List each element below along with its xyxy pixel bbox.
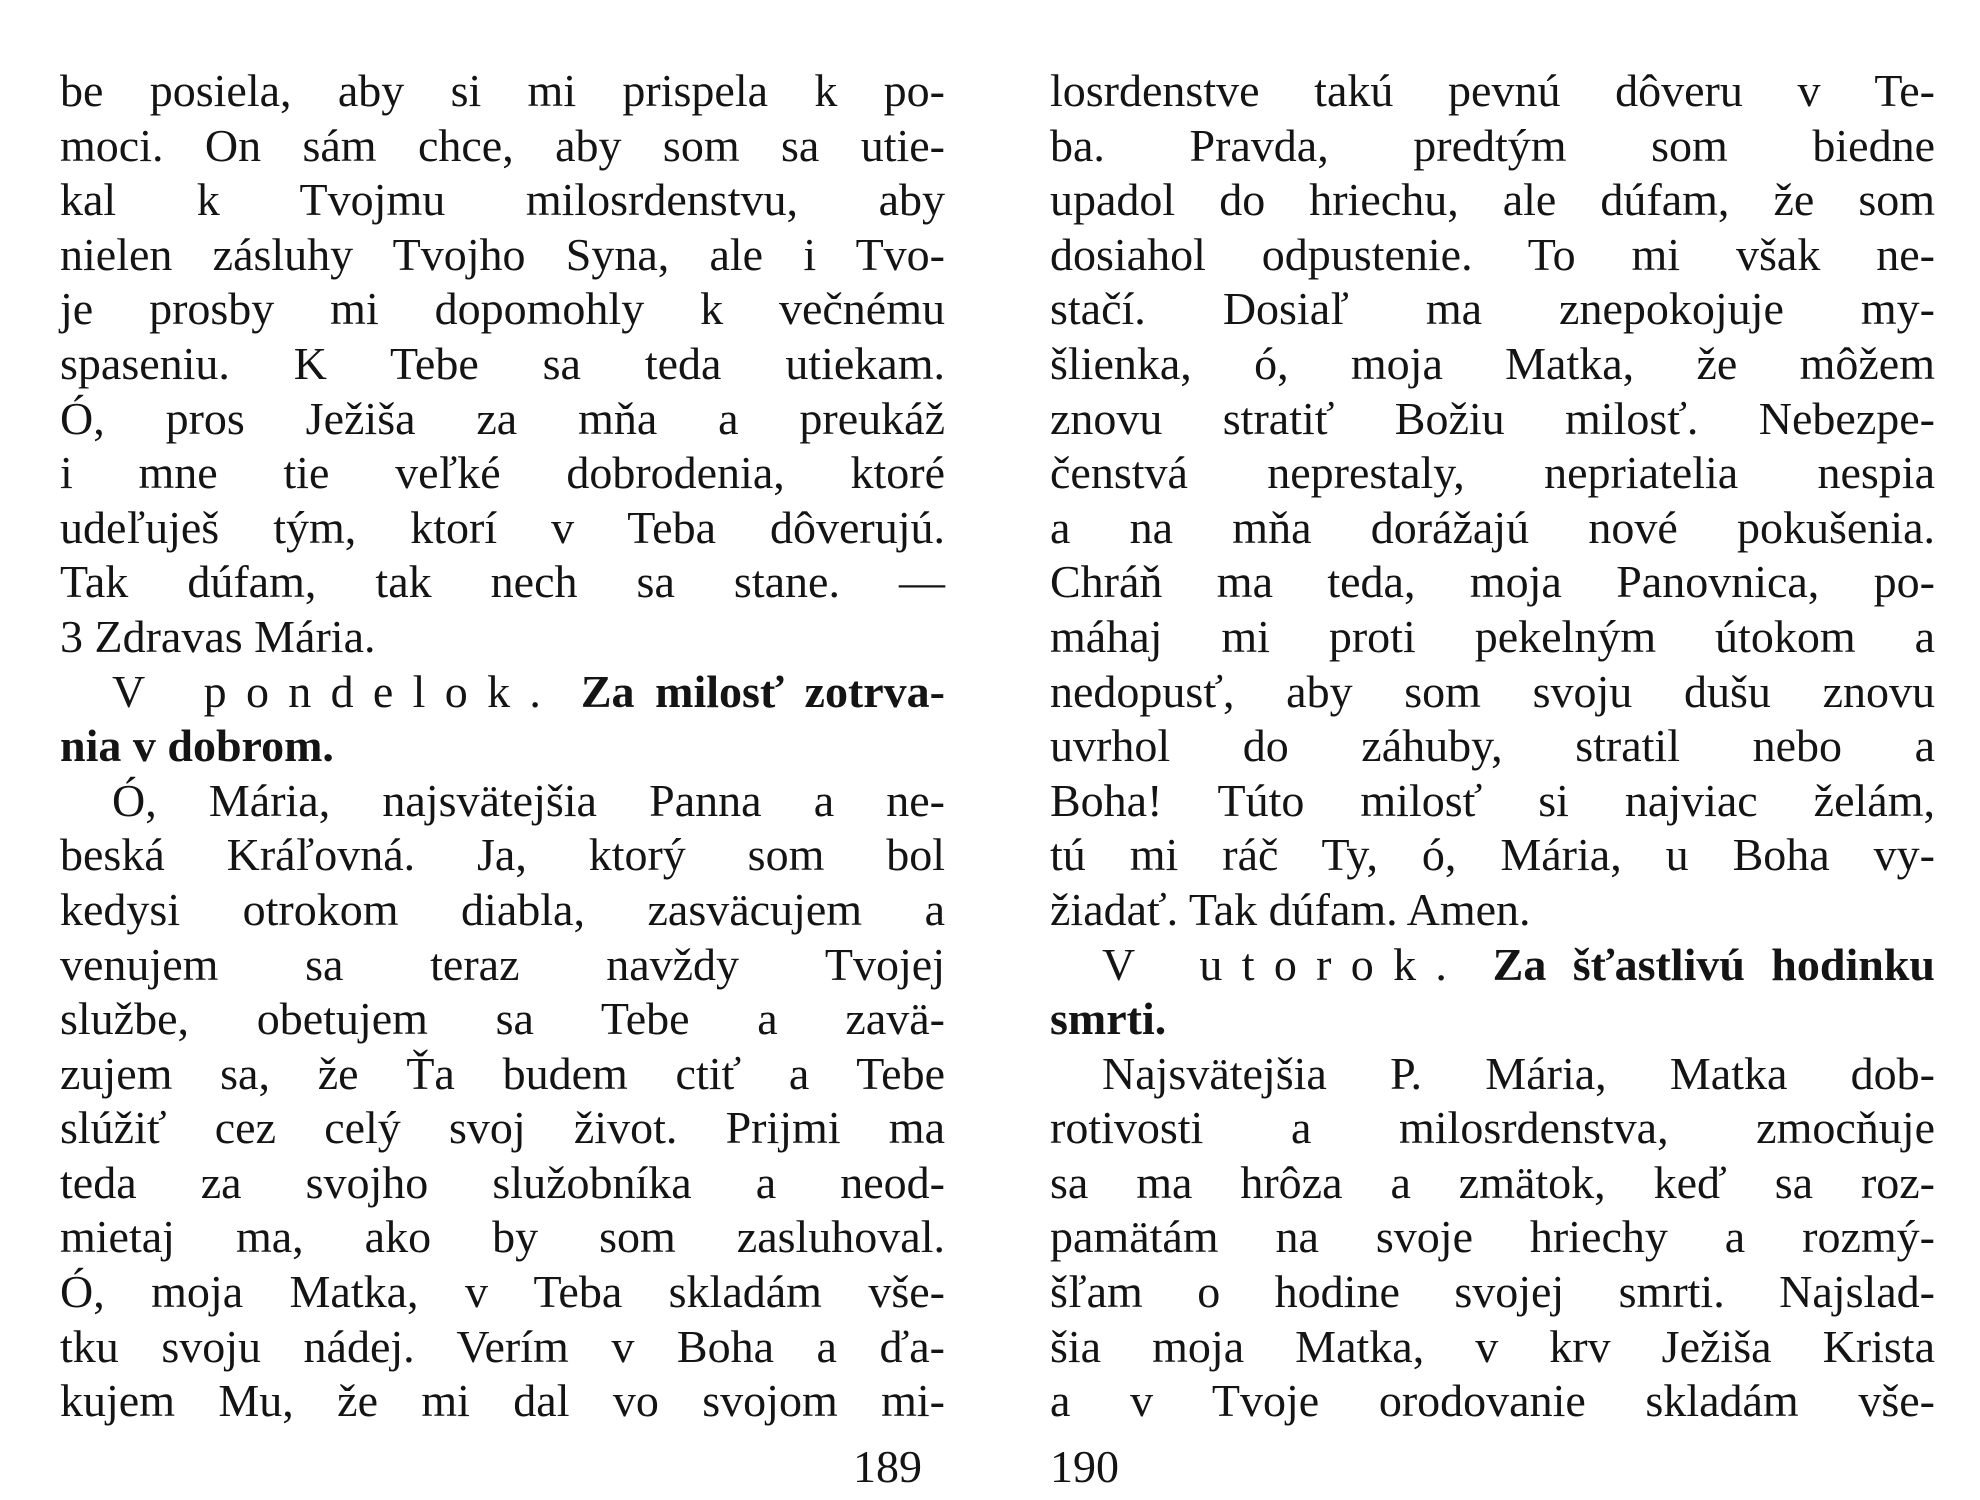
left-page-text (60, 64, 945, 1429)
text-line: pamätám na svoje hriechy a rozmý- (1050, 1211, 1935, 1263)
text-line: šľam o hodine svojej smrti. Najslad- (1050, 1266, 1935, 1318)
text-line: 3 Zdravas Mária. (60, 610, 376, 662)
section-day: V pondelok. (112, 665, 561, 717)
text-line: zujem sa, že Ťa budem ctiť a Tebe (60, 1047, 945, 1099)
text-line: a na mňa dorážajú nové pokušenia. (1050, 501, 1935, 553)
text-line: Boha! Túto milosť si najviac želám, (1050, 774, 1935, 826)
right-page (990, 0, 1980, 1500)
section-day: V utorok. (1102, 938, 1467, 990)
text-line: Ó, Mária, najsvätejšia Panna a ne- (112, 774, 945, 826)
page-number: 189 (853, 1441, 922, 1492)
text-line: spaseniu. K Tebe sa teda utiekam. (60, 337, 945, 389)
text-line: udeľuješ tým, ktorí v Teba dôverujú. (60, 501, 945, 553)
text-line: tku svoju nádej. Verím v Boha a ďa- (60, 1320, 945, 1372)
text-line: kal k Tvojmu milosrdenstvu, aby (60, 174, 945, 226)
text-line: a v Tvoje orodovanie skladám vše- (1050, 1375, 1935, 1427)
right-page-text (1050, 64, 1935, 1429)
text-line: Chráň ma teda, moja Panovnica, po- (1050, 556, 1935, 608)
text-line: venujem sa teraz navždy Tvojej (60, 938, 945, 990)
text-line: upadol do hriechu, ale dúfam, že som (1050, 174, 1935, 226)
text-line: nedopusť, aby som svoju dušu znovu (1050, 665, 1935, 717)
text-line: službe, obetujem sa Tebe a zavä- (60, 993, 945, 1045)
text-line: i mne tie veľké dobrodenia, ktoré (60, 447, 945, 499)
text-line: žiadať. Tak dúfam. Amen. (1050, 883, 1531, 935)
text-line: losrdenstve takú pevnú dôveru v Te- (1050, 65, 1935, 116)
section-title: Za šťastlivú hodinku (1492, 938, 1936, 990)
text-line: be posiela, aby si mi prispela k po- (60, 65, 945, 116)
text-line: kedysi otrokom diabla, zasväcujem a (60, 883, 945, 935)
text-line: Ó, moja Matka, v Teba skladám vše- (60, 1266, 945, 1318)
text-line: rotivosti a milosrdenstva, zmocňuje (1050, 1102, 1935, 1154)
text-line: čenstvá neprestaly, nepriatelia nespia (1050, 447, 1935, 499)
page-number: 190 (1050, 1441, 1119, 1492)
text-line: stačí. Dosiaľ ma znepokojuje my- (1050, 283, 1935, 335)
section-heading (60, 665, 945, 720)
section-title: Za milosť zotrva- (580, 665, 945, 717)
text-line: slúžiť cez celý svoj život. Prijmi ma (60, 1102, 945, 1154)
text-line: moci. On sám chce, aby som sa utie- (60, 119, 945, 171)
text-line: mietaj ma, ako by som zasluhoval. (60, 1211, 945, 1263)
text-line: Tak dúfam, tak nech sa stane. — (60, 556, 945, 608)
text-line: kujem Mu, že mi dal vo svojom mi- (60, 1375, 945, 1427)
text-line: ba. Pravda, predtým som biedne (1050, 119, 1935, 171)
section-title-continued: smrti. (1050, 993, 1167, 1045)
text-line: šlienka, ó, moja Matka, že môžem (1050, 337, 1935, 389)
text-line: uvrhol do záhuby, stratil nebo a (1050, 720, 1935, 772)
section-heading (1050, 938, 1935, 993)
text-line: máhaj mi proti pekelným útokom a (1050, 610, 1935, 662)
text-line: je prosby mi dopomohly k večnému (60, 283, 945, 335)
text-line: sa ma hrôza a zmätok, keď sa roz- (1050, 1156, 1935, 1208)
text-line: šia moja Matka, v krv Ježiša Krista (1050, 1320, 1935, 1372)
text-line: tú mi ráč Ty, ó, Mária, u Boha vy- (1050, 829, 1935, 881)
text-line: teda za svojho služobníka a neod- (60, 1156, 945, 1208)
text-line: nielen zásluhy Tvojho Syna, ale i Tvo- (60, 228, 945, 280)
section-title-continued: nia v dobrom. (60, 720, 334, 772)
text-line: znovu stratiť Božiu milosť. Nebezpe- (1050, 392, 1935, 444)
text-line: Ó, pros Ježiša za mňa a preukáž (60, 392, 945, 444)
text-line: beská Kráľovná. Ja, ktorý som bol (60, 829, 945, 881)
text-line: Najsvätejšia P. Mária, Matka dob- (1102, 1047, 1935, 1099)
text-line: dosiahol odpustenie. To mi však ne- (1050, 228, 1935, 280)
